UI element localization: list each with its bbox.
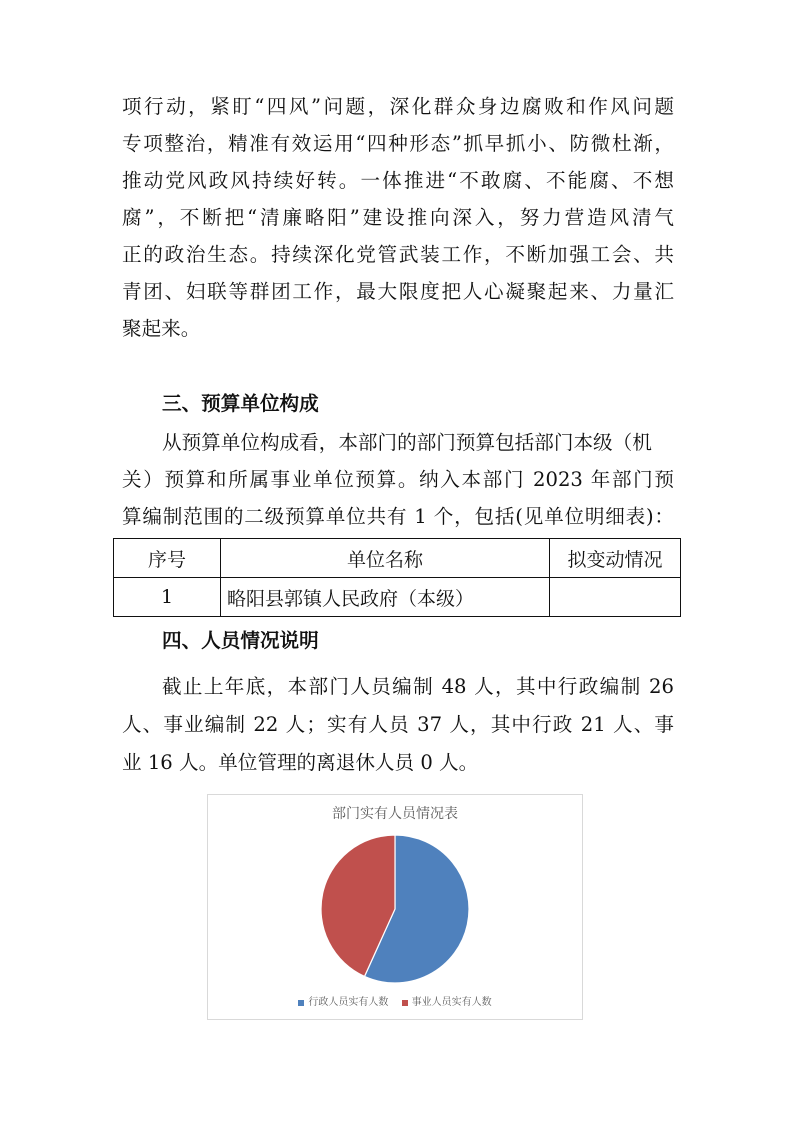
text-line: 关）预算和所属事业单位预算。纳入本部门 2023 年部门预 bbox=[122, 468, 674, 491]
text-line: 算编制范围的二级预算单位共有 1 个，包括(见单位明细表)： bbox=[122, 505, 674, 528]
cell-unit-name: 略阳县郭镇人民政府（本级） bbox=[221, 578, 550, 617]
column-header-unit-name: 单位名称 bbox=[221, 539, 550, 578]
chart-legend bbox=[208, 993, 582, 1008]
staff-pie-chart bbox=[207, 794, 583, 1020]
text-line: 正的政治生态。持续深化党管武装工作，不断加强工会、共 bbox=[122, 243, 674, 266]
chart-title: 部门实有人员情况表 bbox=[332, 806, 458, 822]
text-line: 业 16 人。单位管理的离退休人员 0 人。 bbox=[122, 751, 479, 774]
text-line: 项行动，紧盯“四风”问题，深化群众身边腐败和作风问题 bbox=[122, 95, 674, 118]
section-heading-4: 四、人员情况说明 bbox=[162, 629, 319, 652]
section-heading-3: 三、预算单位构成 bbox=[162, 392, 319, 415]
legend-swatch-institution bbox=[402, 1000, 408, 1006]
legend-item-admin bbox=[298, 993, 388, 1008]
legend-label-admin: 行政人员实有人数 bbox=[308, 997, 389, 1008]
column-header-change: 拟变动情况 bbox=[550, 539, 681, 578]
unit-detail-table bbox=[113, 538, 681, 617]
legend-item-institution bbox=[402, 993, 492, 1008]
table-header-row bbox=[114, 539, 681, 578]
text-line: 推动党风政风持续好转。一体推进“不敢腐、不能腐、不想 bbox=[122, 169, 674, 192]
table-row bbox=[114, 578, 681, 617]
pie-plot-area bbox=[208, 795, 582, 1019]
text-line: 从预算单位构成看，本部门的部门预算包括部门本级（机 bbox=[162, 431, 652, 454]
text-line: 专项整治，精准有效运用“四种形态”抓早抓小、防微杜渐， bbox=[122, 132, 674, 155]
cell-change bbox=[550, 578, 681, 617]
text-line: 腐”，不断把“清廉略阳”建设推向深入，努力营造风清气 bbox=[122, 206, 674, 229]
text-line: 人、事业编制 22 人；实有人员 37 人，其中行政 21 人、事 bbox=[122, 713, 674, 736]
legend-label-institution: 事业人员实有人数 bbox=[411, 997, 492, 1008]
text-line: 聚起来。 bbox=[122, 317, 201, 340]
cell-index: 1 bbox=[114, 578, 221, 617]
column-header-index: 序号 bbox=[114, 539, 221, 578]
text-line: 青团、妇联等群团工作，最大限度把人心凝聚起来、力量汇 bbox=[122, 280, 674, 303]
legend-swatch-admin bbox=[298, 1000, 304, 1006]
text-line: 截止上年底，本部门人员编制 48 人，其中行政编制 26 bbox=[162, 675, 674, 698]
